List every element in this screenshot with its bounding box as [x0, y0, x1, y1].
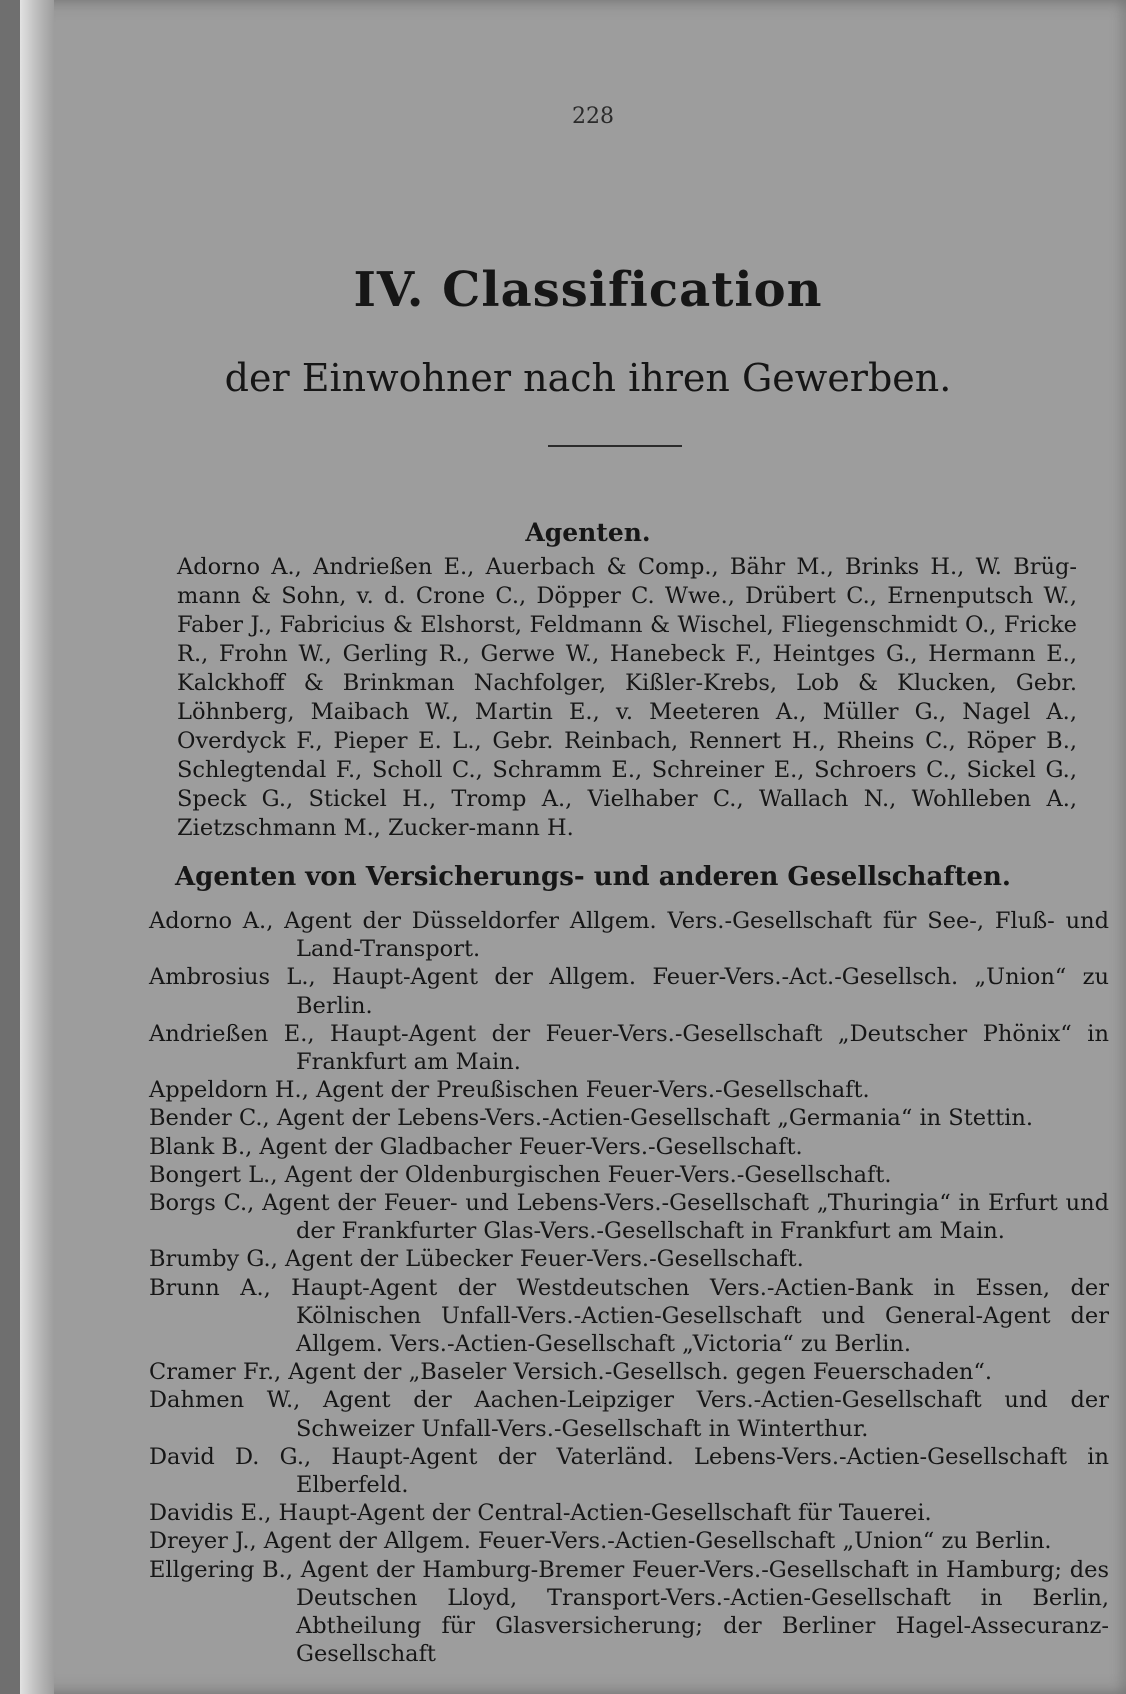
- page-number: 228: [572, 104, 614, 129]
- list-item: Andrießen E., Haupt-Agent der Feuer-Vers.-Gesellschaft „Deutscher Phönix“ in Frankfurt am Main.: [149, 1020, 1109, 1076]
- section-title-agenten: Agenten.: [525, 518, 651, 547]
- list-item: Borgs C., Agent der Feuer- und Lebens-Vers.-Gesellschaft „Thuringia“ in Erfurt und der Frankfurter Glas-Vers.-Gesellschaft in Frankfurt am Main.: [149, 1190, 1109, 1245]
- document-page: [20, 0, 1126, 1694]
- chapter-subtitle: der Einwohner nach ihren Gewerben.: [224, 356, 952, 400]
- list-item: Ambrosius L., Haupt-Agent der Allgem. Feuer-Vers.-Act.-Gesellsch. „Union“ zu Berlin.: [149, 964, 1109, 1019]
- list-item: Davidis E., Haupt-Agent der Central-Actien-Gesellschaft für Tauerei.: [149, 1500, 932, 1527]
- divider-rule: [548, 445, 682, 447]
- section-title-versicherung: Agenten von Versicherungs- und anderen Gesellschaften.: [175, 862, 1011, 892]
- list-item: Appeldorn H., Agent der Preußischen Feuer-Vers.-Gesellschaft.: [149, 1077, 870, 1104]
- list-item: Dreyer J., Agent der Allgem. Feuer-Vers.-Actien-Gesellschaft „Union“ zu Berlin.: [149, 1528, 1052, 1555]
- list-item: Brumby G., Agent der Lübecker Feuer-Vers.-Gesellschaft.: [149, 1246, 804, 1273]
- agenten-paragraph: Adorno A., Andrießen E., Auerbach & Comp., Bähr M., Brinks H., W. Brüg-mann & Sohn, v. d. Crone C., Döpper C. Wwe., Drübert C., Ernenputsch W., Faber J., Fabricius & Elshorst, Feldmann & Wischel, Fliegenschmidt O., Fricke R., Frohn W., Gerling R., Gerwe W., Hanebeck F., Heintges G., Hermann E., Kalckhoff & Brinkman Nachfolger, Kißler-Krebs, Lob & Klucken, Gebr. Löhnberg, Maibach W., Martin E., v. Meeteren A., Müller G., Nagel A., Overdyck F., Pieper E. L., Gebr. Reinbach, Rennert H., Rheins C., Röper B., Schlegtendal F., Scholl C., Schramm E., Schreiner E., Schroers C., Sickel G., Speck G., Stickel H., Tromp A., Vielhaber C., Wallach N., Wohlleben A., Zietzschmann M., Zucker-mann H.: [177, 554, 1077, 841]
- chapter-title: IV. Classification: [353, 262, 823, 318]
- list-item: Cramer Fr., Agent der „Baseler Versich.-Gesellsch. gegen Feuerschaden“.: [149, 1359, 993, 1386]
- list-item: Dahmen W., Agent der Aachen-Leipziger Vers.-Actien-Gesellschaft und der Schweizer Unfall-Vers.-Gesellschaft in Winterthur.: [149, 1387, 1109, 1442]
- list-item: Ellgering B., Agent der Hamburg-Bremer Feuer-Vers.-Gesellschaft in Hamburg; des Deutschen Lloyd, Transport-Vers.-Actien-Gesellschaft in Berlin, Abtheilung für Glasversicherung; der Berliner Hagel-Assecuranz-Gesellschaft: [149, 1556, 1109, 1668]
- list-item: Brunn A., Haupt-Agent der Westdeutschen Vers.-Actien-Bank in Essen, der Kölnischen Unfall-Vers.-Actien-Gesellschaft und General-Agent der Allgem. Vers.-Actien-Gesellschaft „Victoria“ zu Berlin.: [149, 1274, 1109, 1358]
- list-item: David D. G., Haupt-Agent der Vaterländ. Lebens-Vers.-Actien-Gesellschaft in Elberfeld.: [149, 1443, 1109, 1499]
- list-item: Bender C., Agent der Lebens-Vers.-Actien-Gesellschaft „Germania“ in Stettin.: [149, 1105, 1034, 1132]
- list-item: Bongert L., Agent der Oldenburgischen Feuer-Vers.-Gesellschaft.: [149, 1161, 892, 1188]
- list-item: Adorno A., Agent der Düsseldorfer Allgem. Vers.-Gesellschaft für See-, Fluß- und Land-Transport.: [149, 908, 1109, 963]
- entry-list: [149, 907, 1109, 1668]
- page-spine-shadow: [20, 0, 54, 1694]
- list-item: Blank B., Agent der Gladbacher Feuer-Vers.-Gesellschaft.: [149, 1133, 803, 1160]
